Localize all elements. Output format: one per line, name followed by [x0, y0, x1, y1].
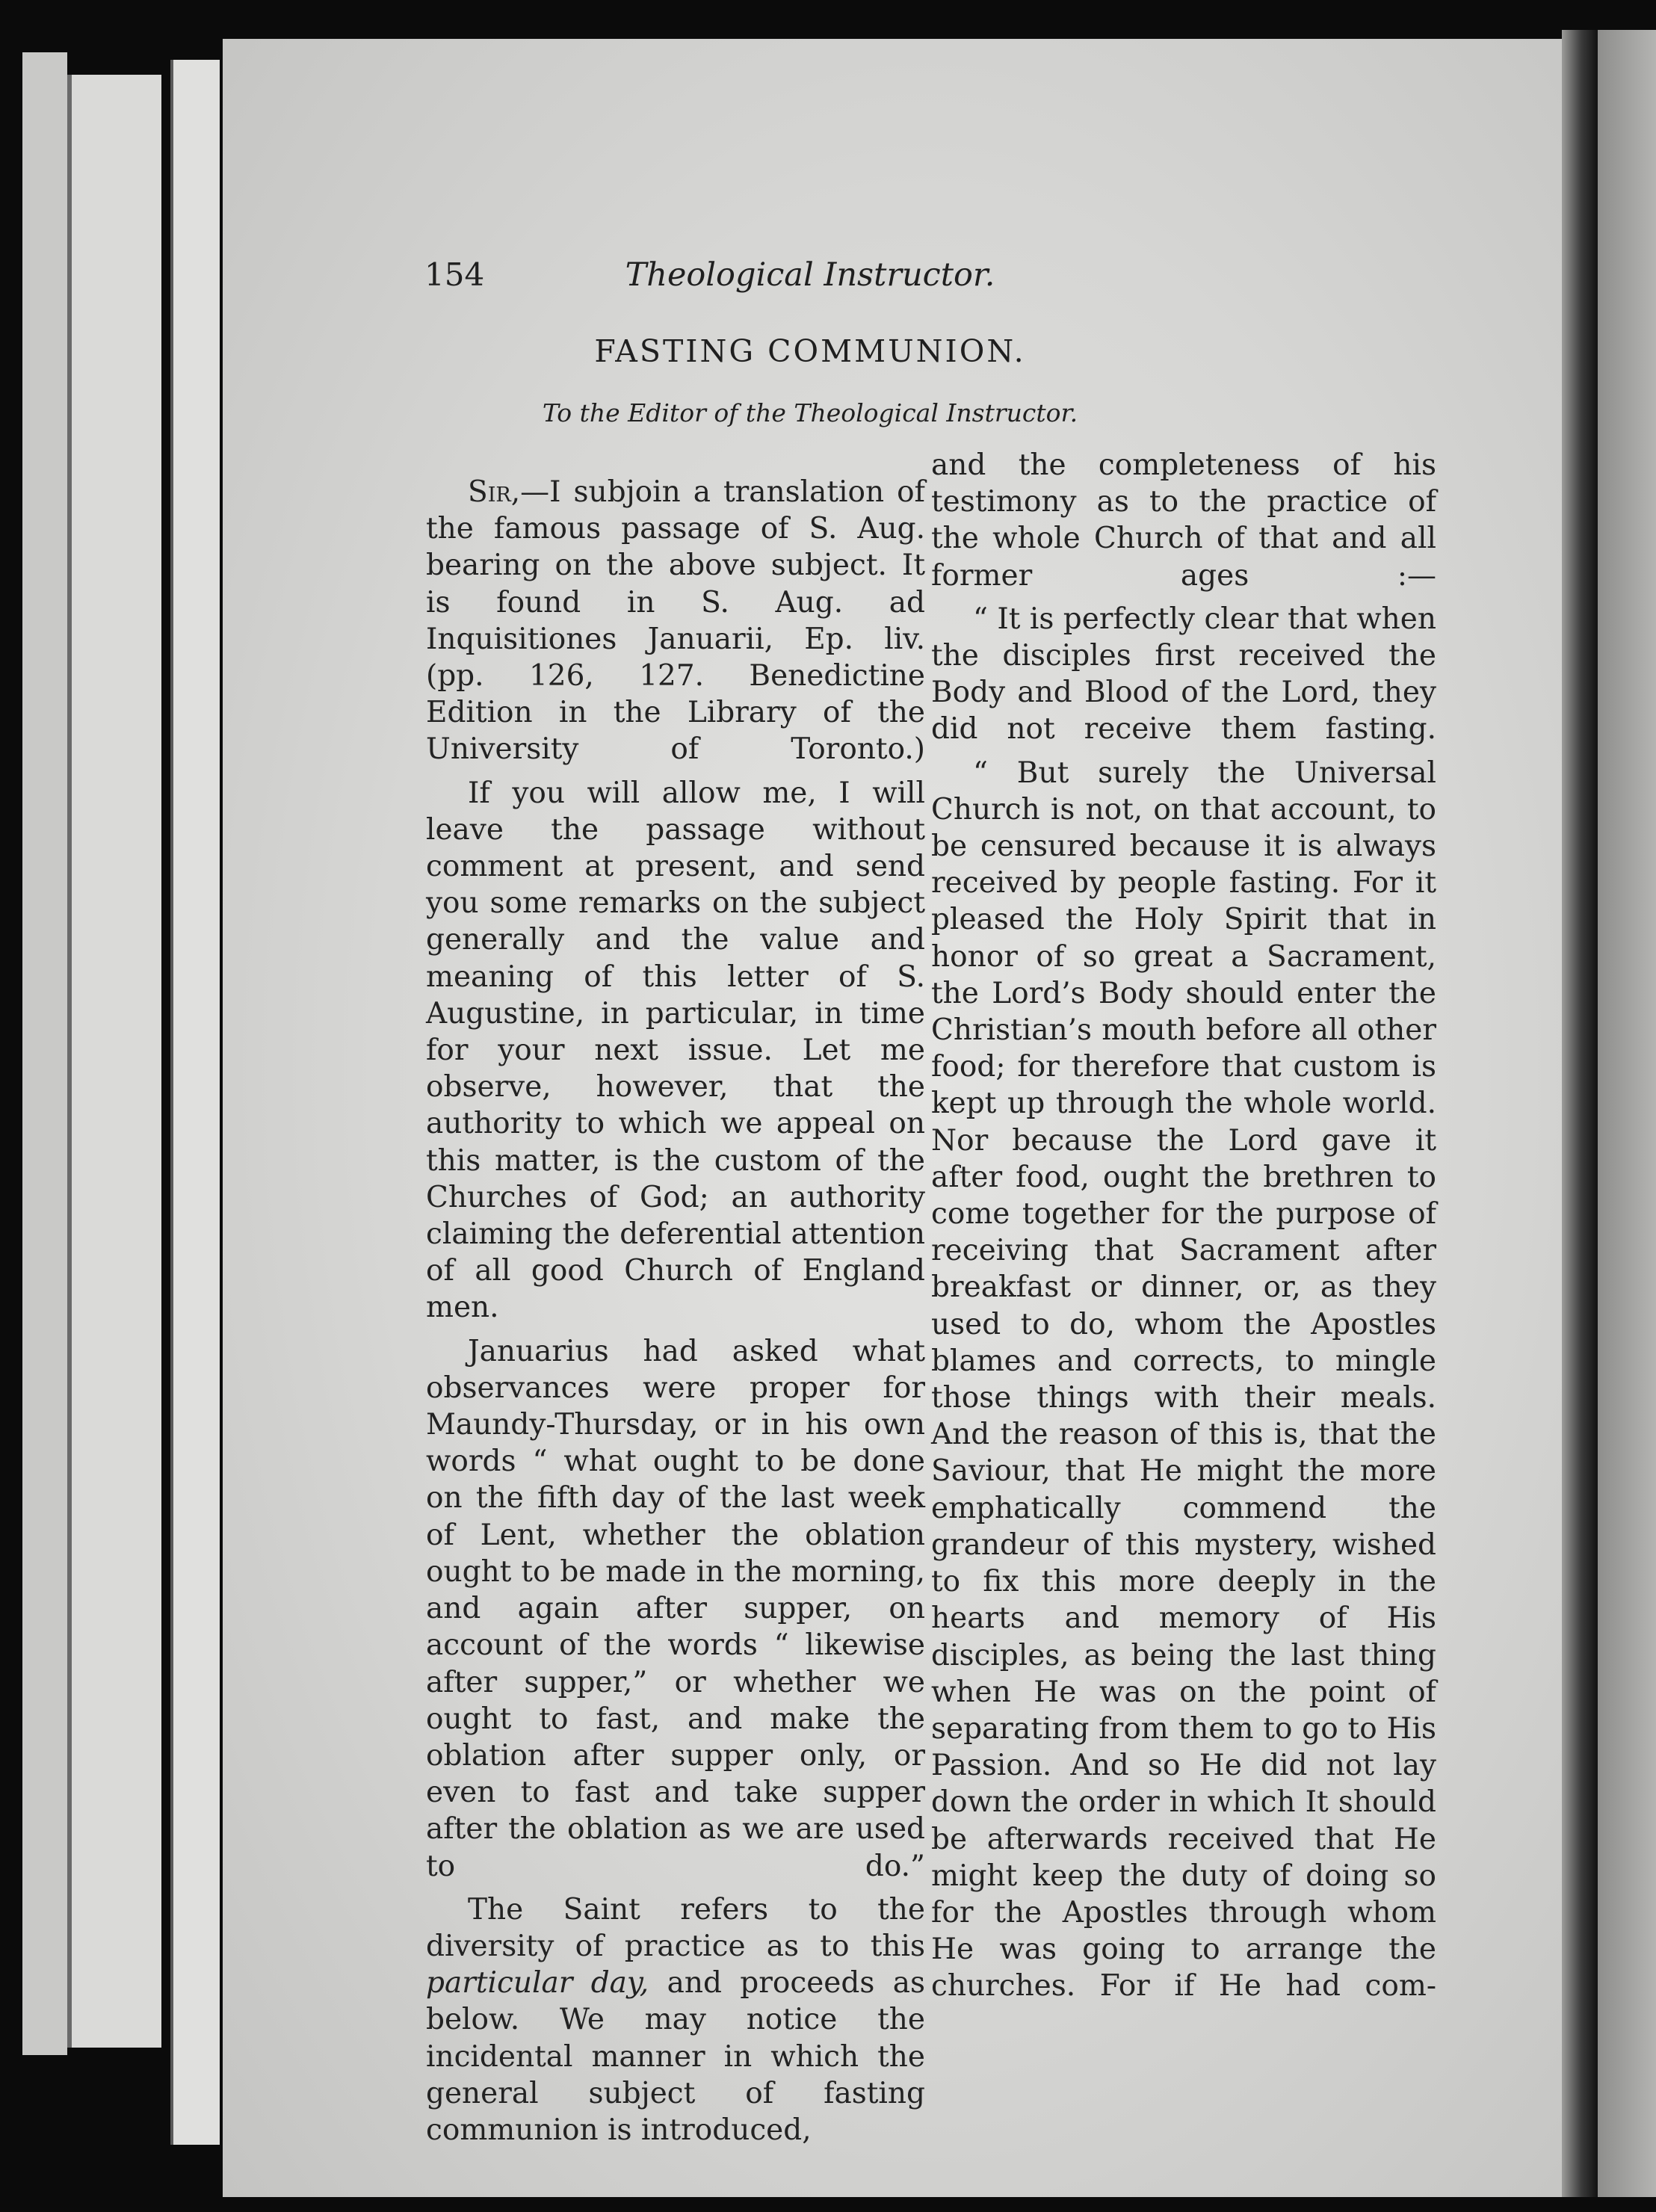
- saint-text-before: The Saint refers to the diversity of practice as to this: [426, 1892, 925, 1963]
- paragraph-intro: [426, 474, 925, 768]
- article-title: FASTING COMMUNION.: [594, 333, 1026, 369]
- intro-text: —I subjoin a translation of the famous passage of S. Aug. bearing on the above subject. It is found in S. Aug. ad Inquisitiones Januarii, Ep. liv. (pp. 126, 127. Benedictine Edition in the Library of the University of Toronto.): [426, 475, 925, 767]
- paragraph-saint: [426, 1891, 925, 2148]
- facing-page-edge: [1598, 30, 1656, 2197]
- paragraph-quote-1: “ It is perfectly clear that when the disciples first received the Body and Blood of the Lord, they did not receive them fasting.: [931, 602, 1436, 747]
- book-edge-inner: [170, 60, 220, 2145]
- binding-gutter: [1562, 30, 1598, 2197]
- emphasis-particular-day: particular day,: [426, 1966, 649, 2001]
- left-column: [426, 474, 925, 2148]
- paragraph-continuation: and the completeness of his testimony as to the practice of the whole Church of that and all former ages :—: [931, 448, 1436, 593]
- book-edge-outer: [22, 52, 67, 2055]
- right-column: [931, 447, 1436, 2005]
- addressee-line: To the Editor of the Theological Instructor.: [542, 398, 1078, 427]
- paragraph-januarius: Januarius had asked what observances were proper for Maundy-Thursday, or in his own words “ what ought to be done on the fifth day of the last week of Lent, whether the oblation ought to be made in the morning, and again after supper, on account of the words “ likewise after supper,” or whether we ought to fast, and make the oblation after supper only, or even to fast and take supper after the oblation as we are used to do.”: [426, 1334, 925, 1883]
- salutation: Sir,: [468, 475, 521, 509]
- running-title: Theological Instructor.: [625, 256, 995, 294]
- paragraph-quote-2: “ But surely the Universal Church is not, on that account, to be censured because it is always received by people fasting. For it pleased the Holy Spirit that in honor of so great a Sacrament, the Lord’s Body should enter the Christian’s mouth before all other food; for therefore that custom is kept up through the whole world. Nor because the Lord gave it after food, ought the brethren to come together for the purpose of receiving that Sacrament after breakfast or dinner, or, as they used to do, whom the Apostles blames and corrects, to mingle those things with their meals. And the reason of this is, that the Saviour, that He might the more emphatically commend the grandeur of this mystery, wished to fix this more deeply in the hearts and memory of His disciples, as being the last thing when He was on the point of separating from them to go to His Passion. And so He did not lay down the order in which It should be afterwards received that He might keep the duty of doing so for the Apostles through whom He was going to arrange the churches. For if He had com-: [931, 756, 1436, 2004]
- book-edge-middle: [67, 75, 161, 2048]
- saint-text-after: and proceeds as below. We may notice the incidental manner in which the general subject of fasting communion is introduced,: [426, 1966, 926, 2147]
- page-number: 154: [424, 256, 485, 293]
- running-head: [424, 253, 1196, 297]
- paragraph-comment: If you will allow me, I will leave the passage without comment at present, and send you some remarks on the subject generally and the value and meaning of this letter of S. Augustine, in particular, in time for your next issue. Let me observe, however, that the authority to which we appeal on this matter, is the custom of the Churches of God; an authority claiming the deferential attention of all good Church of England men.: [426, 776, 925, 1325]
